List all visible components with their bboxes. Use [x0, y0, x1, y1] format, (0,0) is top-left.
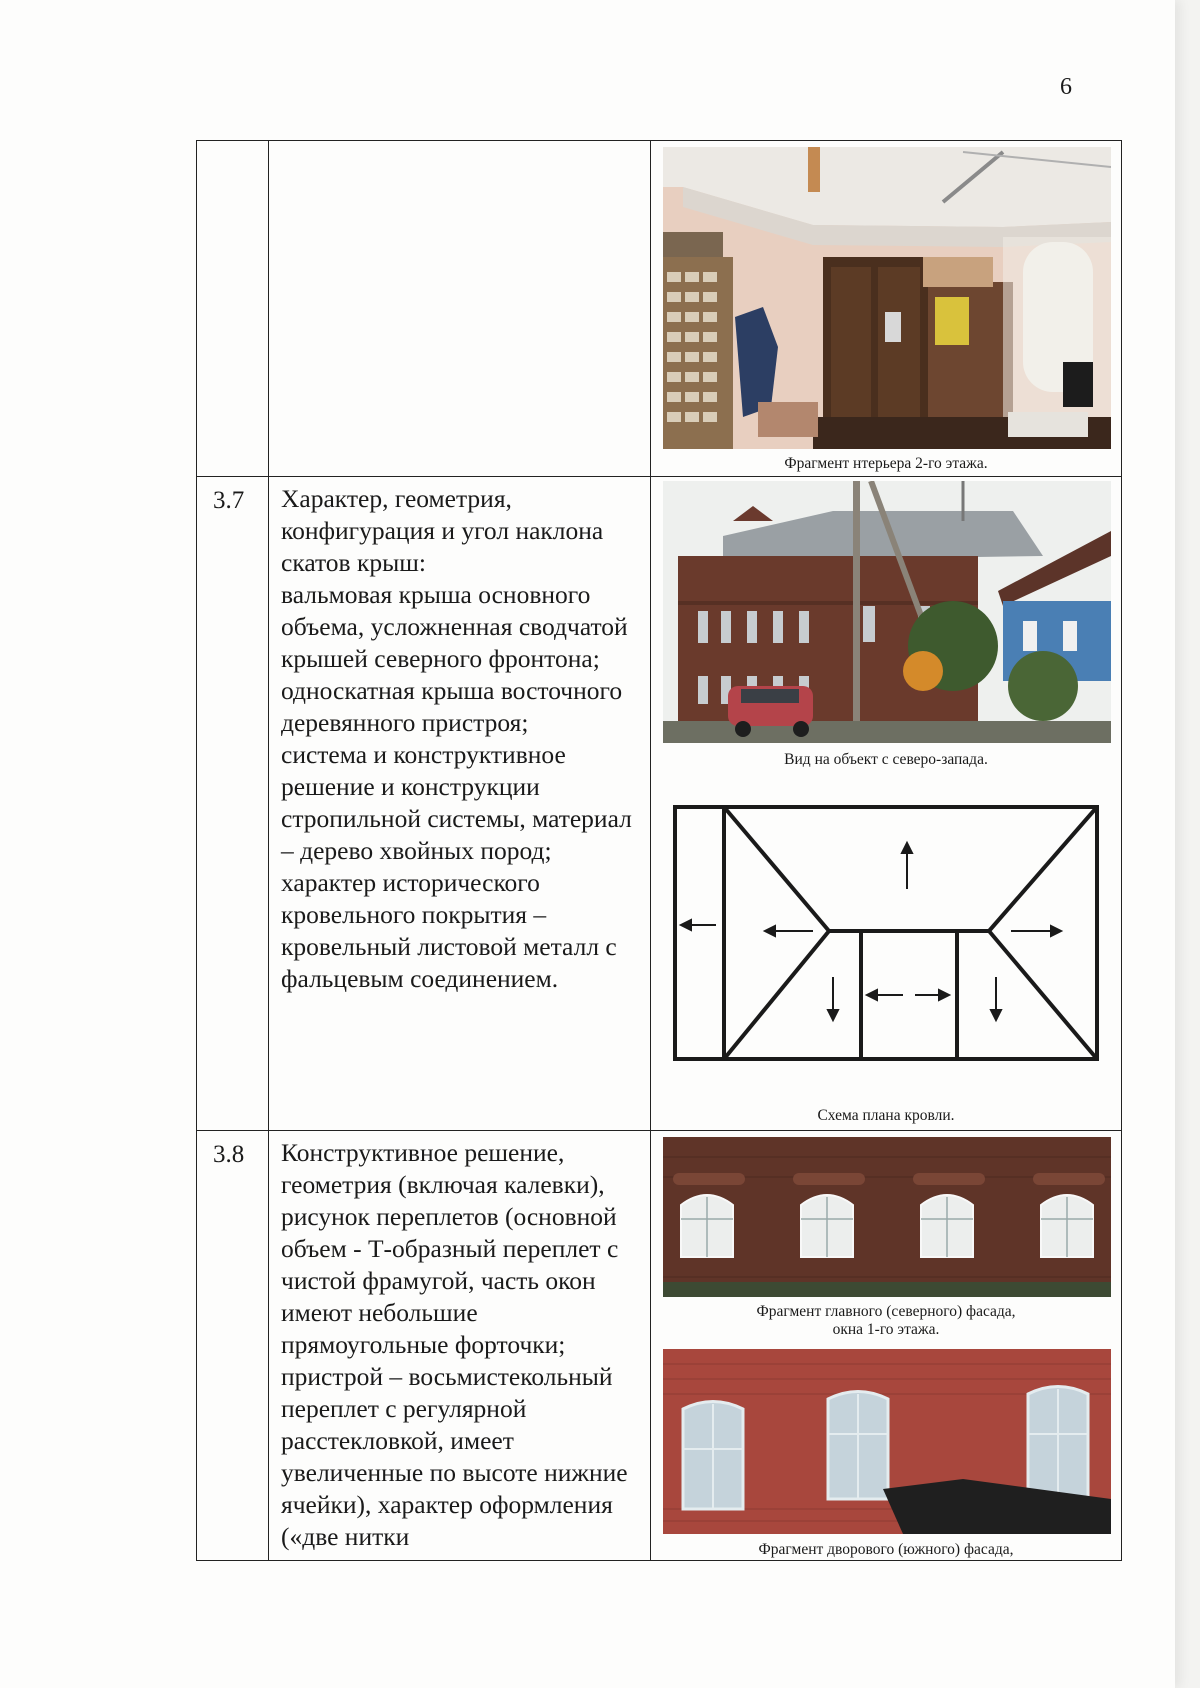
north-facade-photo	[663, 1137, 1111, 1297]
photo-caption: Вид на объект с северо-запада.	[784, 751, 988, 768]
photo-cell	[651, 141, 1122, 477]
south-facade-photo	[663, 1349, 1111, 1534]
table-row	[197, 477, 1122, 1131]
photo-caption: Фрагмент дворового (южного) фасада,	[758, 1541, 1014, 1558]
row-description: Конструктивное решение, геометрия (включая калевки), рисунок переплетов (основной объем - Т-образный переплет с чистой фрамугой, часть окон имеют небольшие прямоугольные форточки; пристрой – восьмистекольный переплет с регулярной расстекловкой, имеет увеличенные по высоте нижние ячейки), характер оформления («две нитки	[269, 1131, 651, 1561]
row-description	[269, 141, 651, 477]
row-number: 3.7	[197, 477, 269, 1131]
page-number: 6	[1060, 74, 1072, 100]
interior-photo	[663, 147, 1111, 449]
building-northwest-photo	[663, 481, 1111, 743]
diagram-caption: Схема плана кровли.	[817, 1107, 955, 1124]
photo-caption: Фрагмент главного (северного) фасада, окна 1-го этажа.	[756, 1303, 1016, 1338]
roof-plan-diagram	[671, 799, 1106, 1069]
table-row	[197, 141, 1122, 477]
row-number	[197, 141, 269, 477]
photo-cell	[651, 477, 1122, 1131]
row-number: 3.8	[197, 1131, 269, 1561]
photo-cell	[651, 1131, 1122, 1561]
heritage-table	[196, 140, 1122, 1561]
table-row	[197, 1131, 1122, 1561]
photo-caption: Фрагмент нтерьера 2-го этажа.	[784, 455, 988, 472]
row-description: Характер, геометрия, конфигурация и угол наклона скатов крыш: вальмовая крыша основного объема, усложненная сводчатой крышей северного фронтона; односкатная крыша восточного деревянного пристроя; система и конструктивное решение и конструкции стропильной системы, материал – дерево хвойных пород; характер исторического кровельного покрытия – кровельный листовой металл с фальцевым соединением.	[269, 477, 651, 1131]
